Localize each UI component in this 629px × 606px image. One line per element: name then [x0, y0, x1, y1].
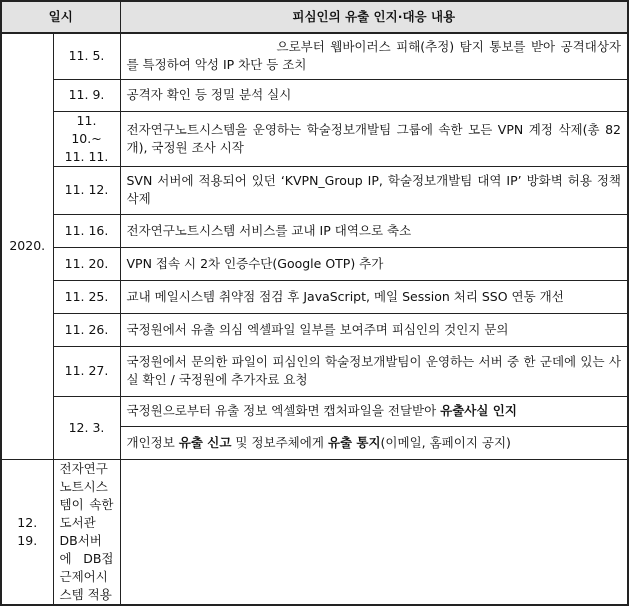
desc-text: (이메일, 홈페이지 공지): [380, 434, 511, 450]
desc-cell: 전자연구노트시스템을 운영하는 학술정보개발팀 그룹에 속한 모든 VPN 계정 삭제(총 82개), 국정원 조사 시작: [120, 111, 628, 166]
desc-emphasis: 유출사실 인지: [440, 403, 517, 418]
date-cell: 12. 3.: [53, 396, 120, 459]
date-cell: 11. 27.: [53, 346, 120, 396]
desc-cell: 국정원에서 문의한 파일이 피심인의 학술정보개발팀이 운영하는 서버 중 한 군데에 있는 사실 확인 / 국정원에 추가자료 요청: [120, 346, 628, 396]
desc-cell: [120, 396, 628, 426]
table-header-row: [1, 1, 628, 33]
desc-cell: [120, 426, 628, 459]
desc-emphasis: 유출 통지: [327, 434, 381, 450]
desc-cell: [120, 33, 628, 79]
header-response-content: 피심인의 유출 인지·대응 내용: [120, 1, 628, 33]
date-cell: 11. 20.: [53, 247, 120, 280]
date-start: 11. 10.~: [71, 112, 102, 146]
desc-cell: 전자연구노트시스템이 속한 도서관DB서버에 DB접근제어시스템 적용: [53, 459, 120, 605]
desc-cell: 교내 메일시스템 취약점 점검 후 JavaScript, 메일 Session 처리 SSO 연동 개선: [120, 280, 628, 313]
desc-cell: 국정원에서 유출 의심 엑셀파일 일부를 보여주며 피심인의 것인지 문의: [120, 313, 628, 346]
table-row: [1, 111, 628, 166]
table-row: [1, 33, 628, 79]
date-cell: [53, 111, 120, 166]
date-cell: 11. 25.: [53, 280, 120, 313]
date-cell: 11. 16.: [53, 214, 120, 247]
desc-text: 개인정보: [126, 434, 179, 450]
table-row: [1, 79, 628, 111]
header-datetime: 일시: [1, 1, 120, 33]
desc-text: 으로부터 웹바이러스 피해(추정) 탐지 통보를 받아 공격대상자를 특정하여 악성 IP 차단 등 조치: [126, 39, 621, 73]
desc-cell: 공격자 확인 등 정밀 분석 실시: [120, 79, 628, 111]
date-cell: 11. 9.: [53, 79, 120, 111]
table-row: [1, 313, 628, 346]
desc-cell: VPN 접속 시 2차 인증수단(Google OTP) 추가: [120, 247, 628, 280]
date-cell: 11. 12.: [53, 166, 120, 214]
date-cell: 11. 5.: [53, 33, 120, 79]
table-row: [1, 214, 628, 247]
desc-cell: 전자연구노트시스템 서비스를 교내 IP 대역으로 축소: [120, 214, 628, 247]
table-row: [1, 396, 628, 426]
desc-cell: SVN 서버에 적용되어 있던 ‘KVPN_Group IP, 학술정보개발팀 대역 IP’ 방화벽 허용 정책 삭제: [120, 166, 628, 214]
date-end: 11. 11.: [64, 148, 109, 164]
year-cell: 2020.: [1, 33, 53, 459]
table-row: [1, 280, 628, 313]
date-cell: 12. 19.: [1, 459, 53, 605]
table-row: [1, 459, 628, 605]
table-row: [1, 346, 628, 396]
table-row: [1, 247, 628, 280]
desc-emphasis: 유출 신고: [178, 434, 232, 450]
desc-text: 및 정보주체에게: [231, 434, 328, 450]
desc-text: 국정원으로부터 유출 정보 엑셀화면 캡처파일을 전달받아: [126, 403, 441, 418]
table-row: [1, 166, 628, 214]
date-cell: 11. 26.: [53, 313, 120, 346]
